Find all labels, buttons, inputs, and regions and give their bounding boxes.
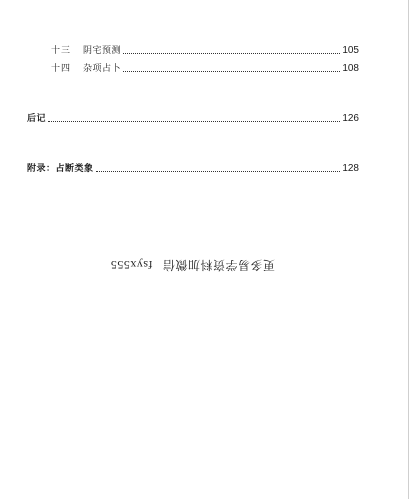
upside-down-watermark [79,258,275,272]
toc-entry-appendix [27,163,359,175]
toc-entry [51,45,359,57]
toc-entry-page: 105 [342,45,359,56]
toc-leader-dots [48,113,340,122]
watermark-text: 更多易学资料加微信 [162,258,275,272]
toc-entry-title: 阴宅预测 [83,46,122,56]
toc-entry-afterword [27,113,359,125]
page-edge-line [408,0,409,499]
toc-entry [51,63,359,75]
toc-leader-dots [123,45,340,54]
toc-entry-page: 128 [342,163,359,174]
toc-leader-dots [96,163,341,172]
toc-entry-title: 杂项占卜 [83,64,122,74]
toc-entry-page: 108 [342,63,359,74]
toc-entry-title: 后记 [27,114,47,124]
toc-entry-number: 十三 [51,46,72,56]
toc-entry-title: 附录：占断类象 [27,164,94,174]
watermark-id: fsyx555 [110,258,153,272]
toc-entry-page: 126 [342,113,359,124]
toc-entry-number: 十四 [51,64,72,74]
toc-leader-dots [123,63,340,72]
